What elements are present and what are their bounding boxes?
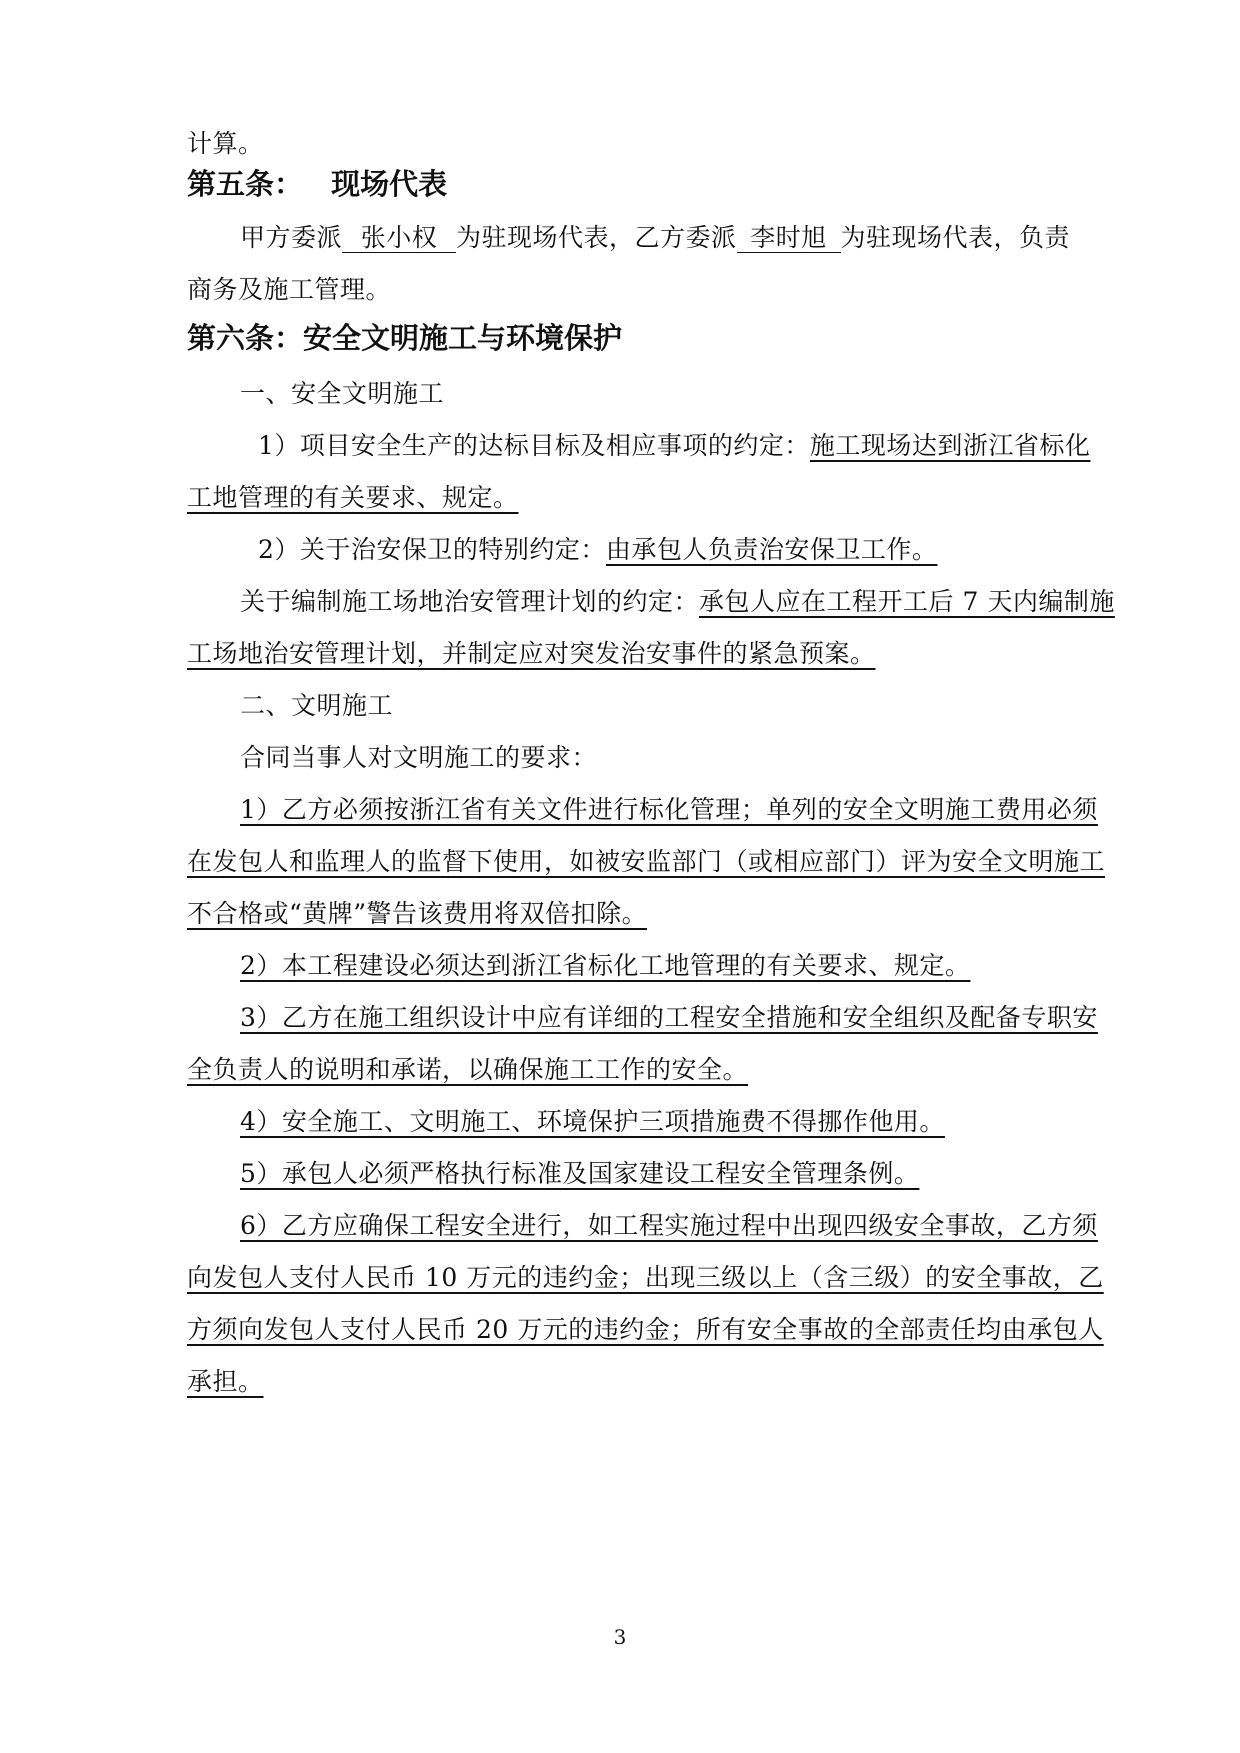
heading-article-5-label: 第五条：: [187, 167, 304, 201]
item-1-cont: 工地管理的有关要求、规定。: [187, 483, 519, 512]
item-1: [258, 430, 1090, 462]
rep-post: 为驻现场代表，负责: [840, 223, 1071, 252]
heading-article-5-title: 现场代表: [331, 167, 448, 201]
item-2-prefix: 2）关于治安保卫的特别约定：: [258, 535, 606, 564]
item-1-underlined: 施工现场达到浙江省标化: [809, 431, 1091, 460]
item-1-prefix: 1）项目安全生产的达标目标及相应事项的约定：: [258, 431, 810, 460]
req-3-line-2: 全负责人的说明和承诺，以确保施工工作的安全。: [187, 1055, 749, 1084]
page-number: 3: [613, 1625, 627, 1649]
req-3-line-1: 3）乙方在施工组织设计中应有详细的工程安全措施和安全组织及配备专职安: [240, 1003, 1098, 1032]
rep-line: [240, 222, 1070, 254]
req-6-line-4: 承担。: [187, 1367, 264, 1396]
req-1-line-2: 在发包人和监理人的监督下使用，如被安监部门（或相应部门）评为安全文明施工: [187, 847, 1106, 876]
plan-prefix: 关于编制施工场地治安管理计划的约定：: [240, 587, 700, 616]
plan-line-cont: 工场地治安管理计划，并制定应对突发治安事件的紧急预案。: [187, 639, 876, 668]
plan-underlined: 承包人应在工程开工后 7 天内编制施: [699, 587, 1115, 616]
section-1-title: 一、安全文明施工: [240, 379, 445, 408]
rep-a-prefix: 甲方委派: [240, 223, 343, 252]
req-6-line-2: 向发包人支付人民币 10 万元的违约金；出现三级以上（含三级）的安全事故，乙: [187, 1263, 1104, 1292]
req-2: 2）本工程建设必须达到浙江省标化工地管理的有关要求、规定。: [240, 951, 971, 980]
section-2-title: 二、文明施工: [240, 691, 394, 720]
req-1-line-1: 1）乙方必须按浙江省有关文件进行标化管理；单列的安全文明施工费用必须: [240, 795, 1098, 824]
requirements-intro: 合同当事人对文明施工的要求：: [240, 743, 598, 772]
rep-b-name: 李时旭: [737, 224, 841, 253]
item-2-underlined: 由承包人负责治安保卫工作。: [605, 535, 938, 564]
rep-mid: 为驻现场代表，乙方委派: [456, 223, 737, 252]
req-5: 5）承包人必须严格执行标准及国家建设工程安全管理条例。: [240, 1159, 920, 1188]
req-6-line-1: 6）乙方应确保工程安全进行，如工程实施过程中出现四级安全事故，乙方须: [240, 1211, 1098, 1240]
heading-article-6: 第六条：安全文明施工与环境保护: [187, 321, 623, 355]
rep-line-2: 商务及施工管理。: [187, 275, 392, 304]
req-1-line-3: 不合格或“黄牌”警告该费用将双倍扣除。: [187, 899, 648, 928]
req-4: 4）安全施工、文明施工、环境保护三项措施费不得挪作他用。: [240, 1107, 945, 1136]
text-line-calc: 计算。: [187, 129, 264, 158]
heading-article-5: [187, 166, 447, 202]
rep-a-name: 张小权: [342, 224, 456, 253]
item-2: [258, 534, 937, 566]
req-6-line-3: 方须向发包人支付人民币 20 万元的违约金；所有安全事故的全部责任均由承包人: [187, 1315, 1104, 1344]
plan-line: [240, 586, 1115, 618]
